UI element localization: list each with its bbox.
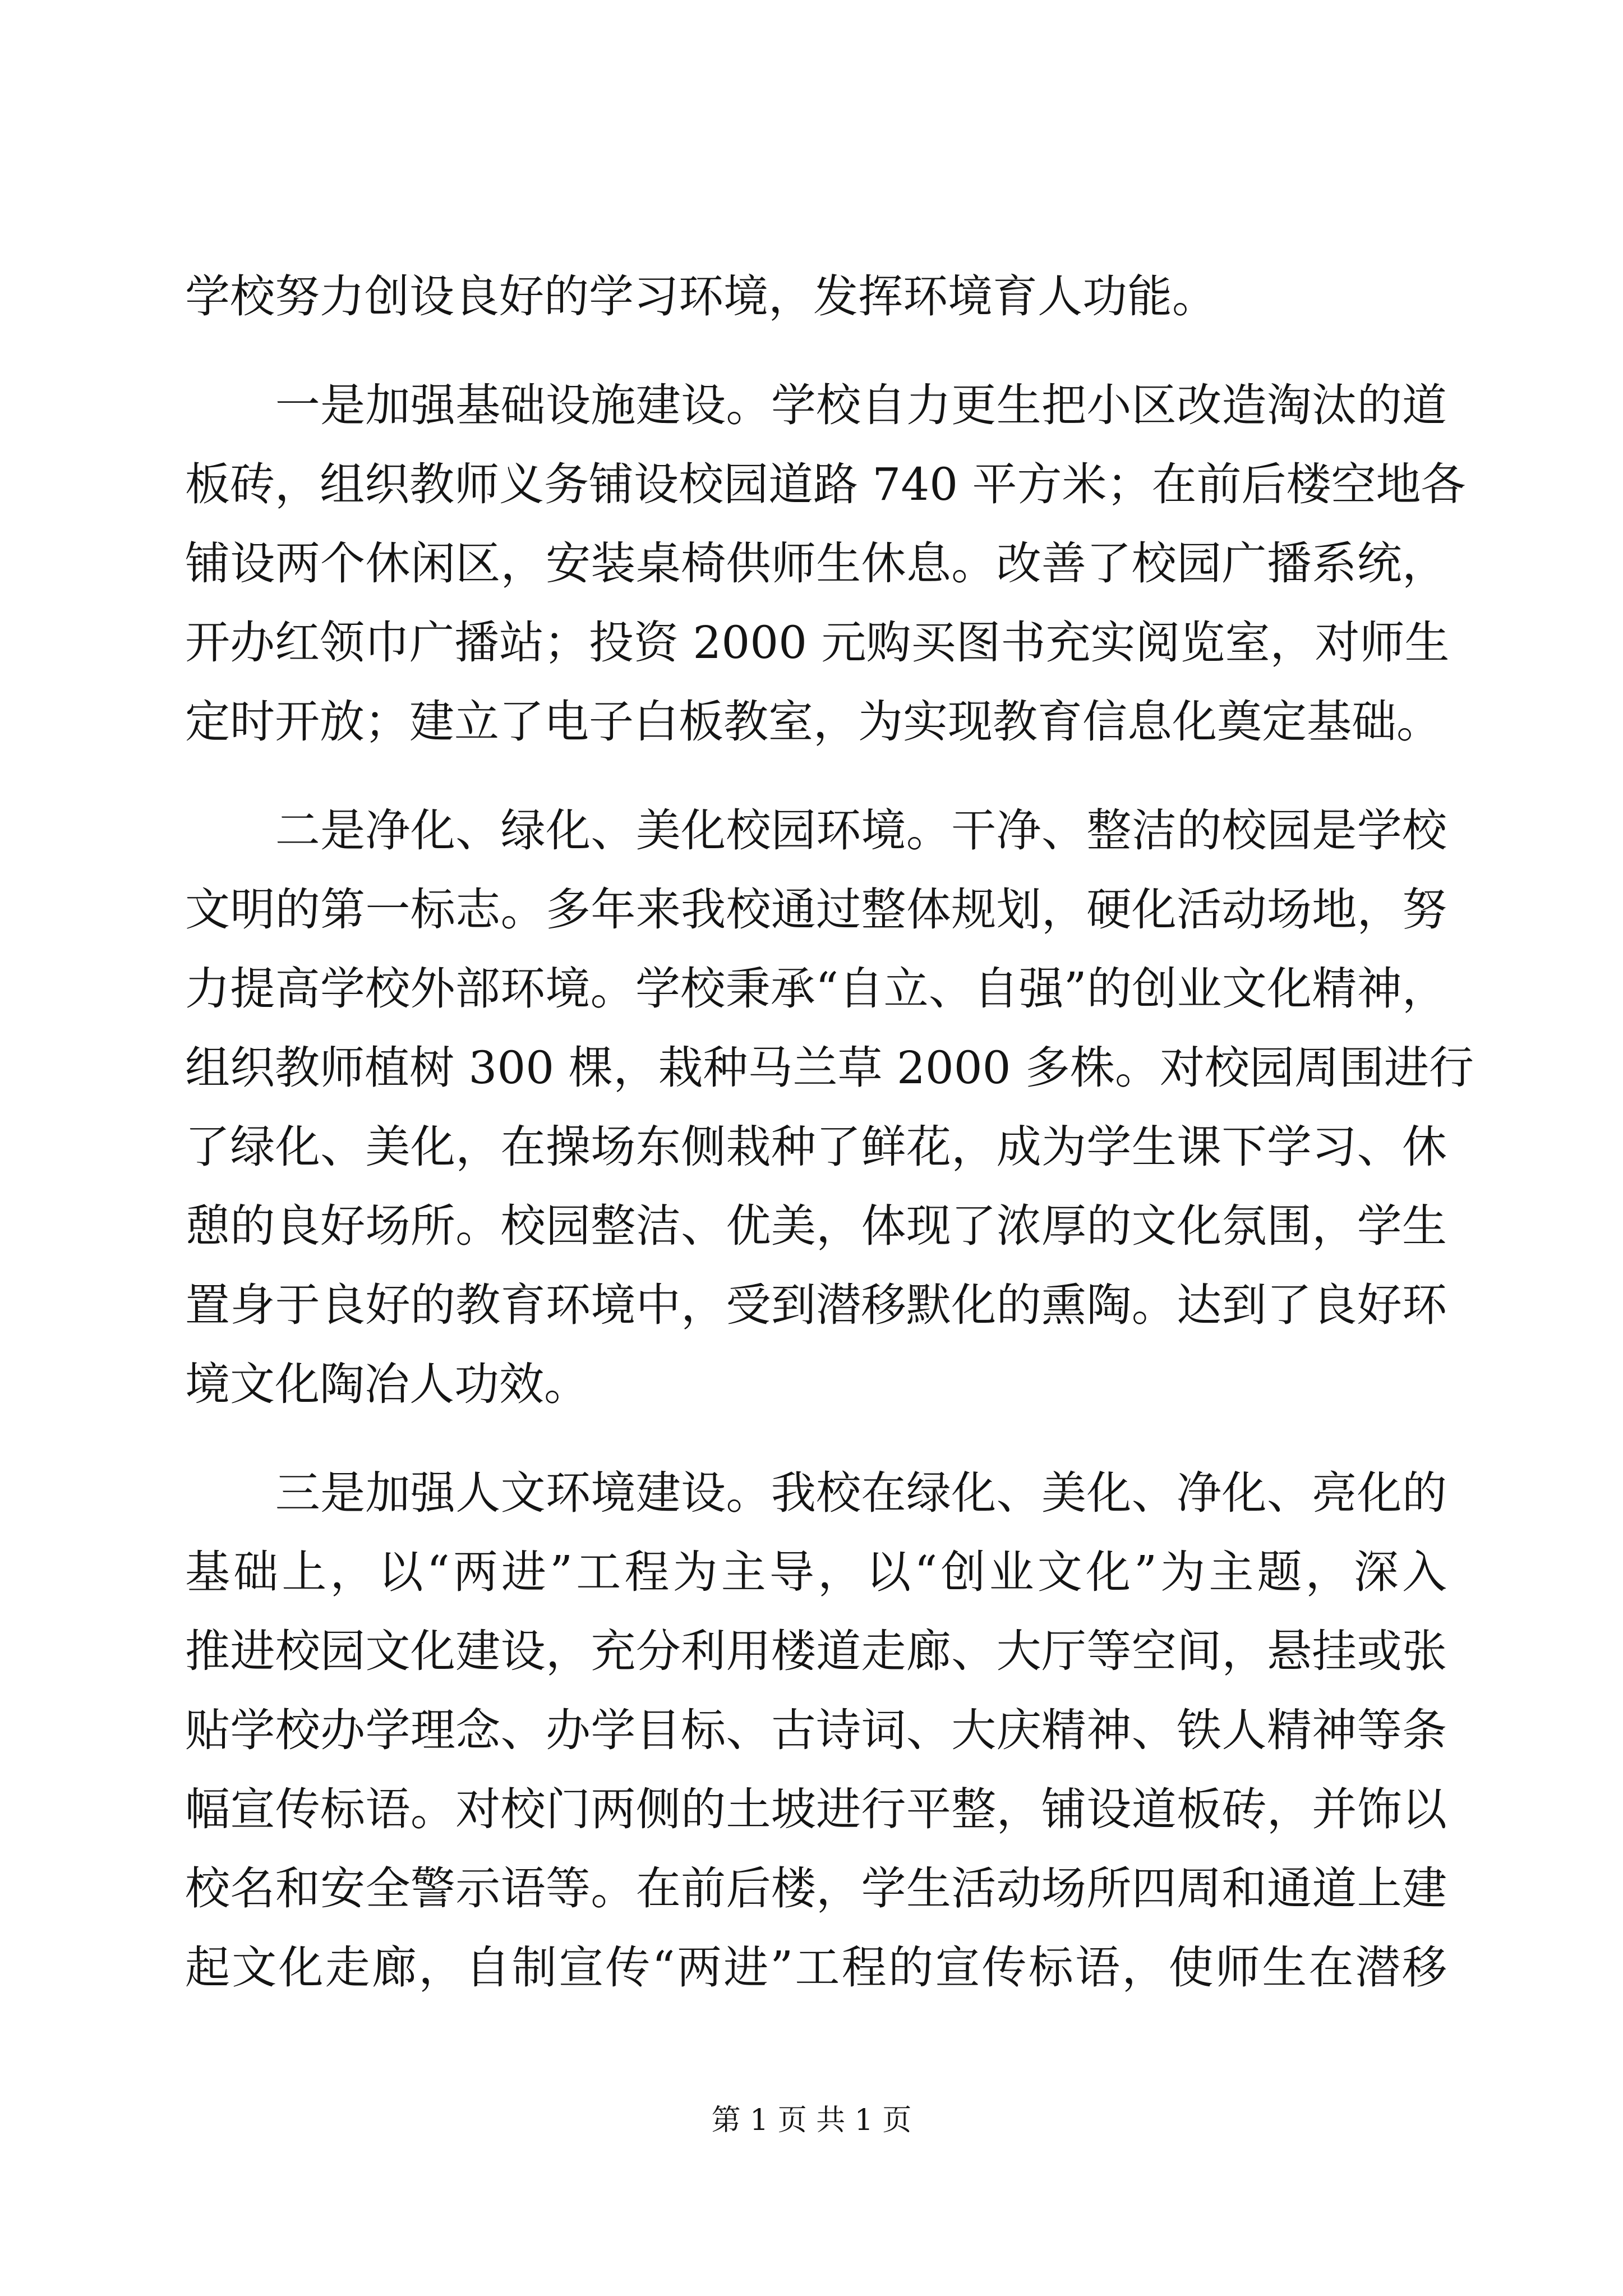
text-line: 板砖，组织教师义务铺设校园道路 740 平方米；在前后楼空地各 <box>185 458 1466 510</box>
text-line: 了绿化、美化，在操场东侧栽种了鲜花，成为学生课下学习、休 <box>185 1121 1447 1173</box>
text-line: 组织教师植树 300 棵，栽种马兰草 2000 多株。对校园周围进行 <box>185 1042 1474 1094</box>
text-line: 学校努力创设良好的学习环境，发挥环境育人功能。 <box>185 270 1217 323</box>
text-line: 定时开放；建立了电子白板教室，为实现教育信息化奠定基础。 <box>185 696 1441 748</box>
text-line: 贴学校办学理念、办学目标、古诗词、大庆精神、铁人精神等条 <box>185 1704 1447 1756</box>
text-line: 开办红领巾广播站；投资 2000 元购买图书充实阅览室，对师生 <box>185 616 1450 669</box>
text-line: 起文化走廊，自制宣传“两进”工程的宣传标语，使师生在潜移 <box>185 1941 1447 1994</box>
page-footer <box>0 2098 1623 2143</box>
text-line: 三是加强人文环境建设。我校在绿化、美化、净化、亮化的 <box>185 1467 1447 1519</box>
text-line: 力提高学校外部环境。学校秉承“自立、自强”的创业文化精神， <box>185 963 1447 1015</box>
body-text <box>185 257 1474 2007</box>
paragraph <box>185 1453 1447 2007</box>
text-line: 铺设两个休闲区，安装桌椅供师生休息。改善了校园广播系统， <box>185 537 1447 590</box>
text-line: 校名和安全警示语等。在前后楼，学生活动场所四周和通道上建 <box>185 1862 1447 1915</box>
paragraph <box>185 791 1474 1424</box>
text-line: 推进校园文化建设，充分利用楼道走廊、大厅等空间，悬挂或张 <box>185 1625 1447 1677</box>
paragraph <box>185 366 1466 761</box>
text-line: 置身于良好的教育环境中，受到潜移默化的熏陶。达到了良好环 <box>185 1279 1447 1331</box>
paragraph <box>185 257 1447 336</box>
text-line: 文明的第一标志。多年来我校通过整体规划，硬化活动场地，努 <box>185 884 1447 936</box>
text-line: 一是加强基础设施建设。学校自力更生把小区改造淘汰的道 <box>185 379 1447 431</box>
page-number: 第 1 页 共 1 页 <box>711 2104 912 2137</box>
text-line: 基础上，以“两进”工程为主导，以“创业文化”为主题，深入 <box>185 1546 1447 1598</box>
text-line: 幅宣传标语。对校门两侧的土坡进行平整，铺设道板砖，并饰以 <box>185 1783 1447 1835</box>
text-line: 二是净化、绿化、美化校园环境。干净、整洁的校园是学校 <box>185 804 1447 857</box>
text-line: 境文化陶冶人功效。 <box>185 1358 589 1410</box>
text-line: 憩的良好场所。校园整洁、优美，体现了浓厚的文化氛围，学生 <box>185 1200 1447 1252</box>
